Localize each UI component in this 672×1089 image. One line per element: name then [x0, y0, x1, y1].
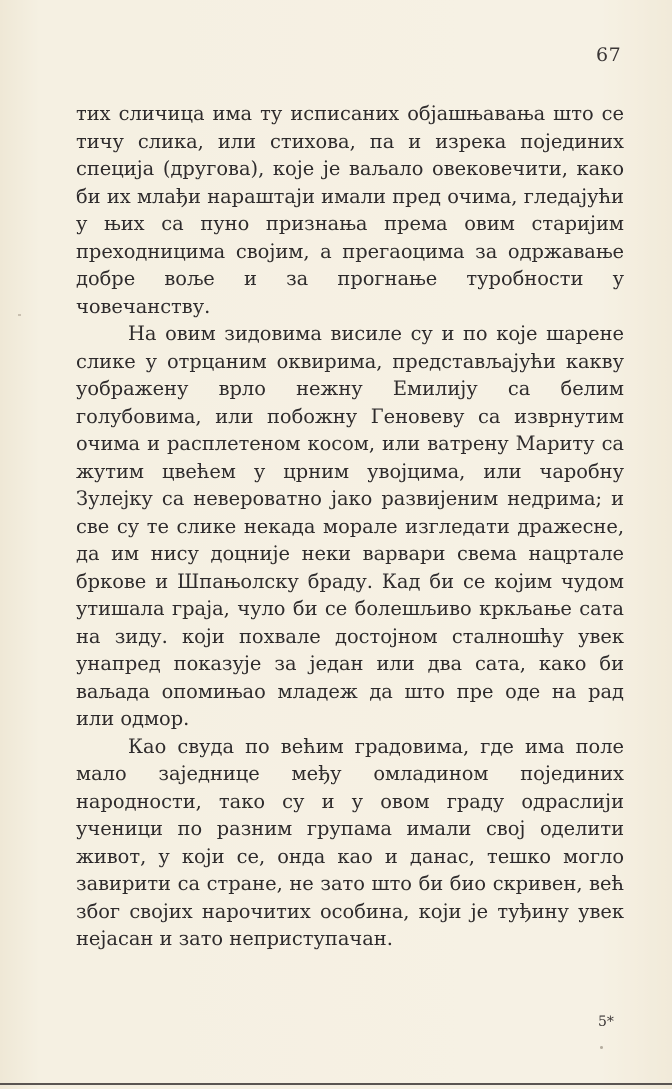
paragraph-2: На овим зидовима висиле су и по које шарене слике у отрцаним оквирима, представљајући какву уображену врло нежну Емилију са белим голубовима, или побожну Геновеву са изврнутим очима и расплетеном косом, или ватрену Мариту са жутим цвећем у црним увојцима, или чаробну Зулејку са невероватно јако развијеним недрима; и све су те слике некада морале изгледати дражесне, да им нису доцније неки варвари свема нацртале бркове и Шпањолску браду. Кад би се којим чудом утишала граја, чуло би се болешљиво кркљање сата на зиду. који похвале достојном сталношћу увек унапред показује за један или два сата, како би ваљада опомињао младеж да што пре оде на рад или одмор. [76, 322, 624, 730]
paragraph-1: тих сличица има ту исписаних објашњавања што се тичу слика, или стихова, па и изрека појединих специја (другова), које је ваљало овековечити, како би их млађи нараштаји имали пред очима, гледајући у њих са пуно признања према овим старијим преходницима својим, а прегаоцима за одржавање добре воље и за прогнање туробности у човечанству. [76, 102, 624, 318]
paragraph-3: Као свуда по већим градовима, где има поле мало заједнице међу омладином појединих народности, тако су и у овом граду одраслији ученици по разним групама имали свој оделити живот, у који се, онда као и данас, тешко могло завирити са стране, не зато што би био скривен, већ због својих нарочитих особина, који је туђину увек нејасан и зато неприступачан. [76, 734, 624, 950]
page-number: 67 [596, 44, 622, 66]
page-bottom-edge [0, 1083, 672, 1085]
body-text [76, 100, 624, 953]
paper-speck-bottom [600, 1046, 603, 1049]
paper-speck [18, 314, 21, 316]
printer-signature-mark: 5* [598, 1014, 614, 1030]
